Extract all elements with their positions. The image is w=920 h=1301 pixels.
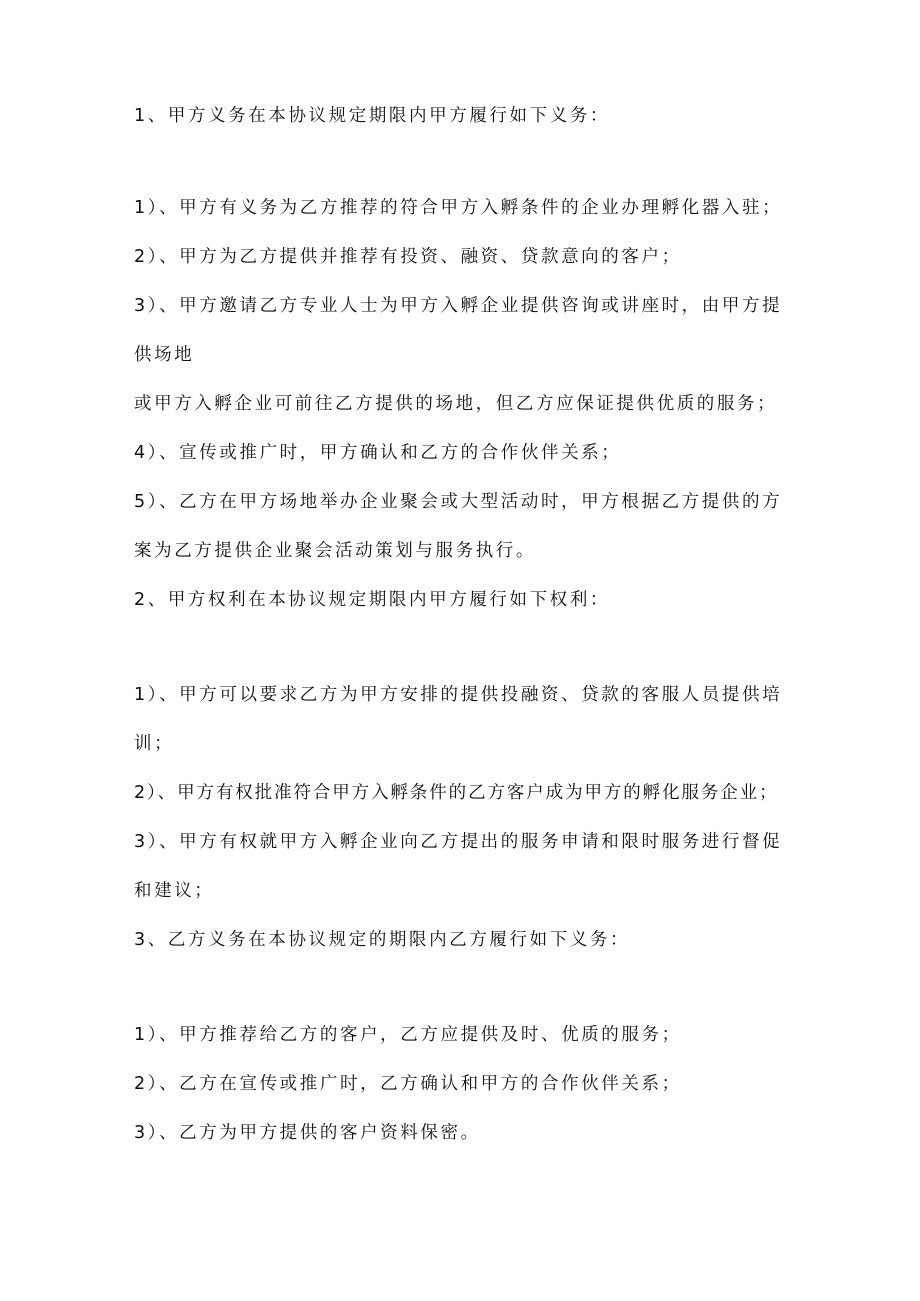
- section-1-heading: 1、甲方义务在本协议规定期限内甲方履行如下义务：: [134, 106, 611, 126]
- section-2-item-3: 3）、甲方有权就甲方入孵企业向乙方提出的服务申请和限时服务进行督促: [134, 832, 783, 852]
- section-2-item-3-cont: 和建议；: [134, 881, 215, 901]
- section-1-item-5-cont: 案为乙方提供企业聚会活动策划与服务执行。: [134, 541, 536, 561]
- section-1-item-2: 2）、甲方为乙方提供并推荐有投资、融资、贷款意向的客户；: [134, 247, 682, 267]
- section-3-item-3: 3）、乙方为甲方提供的客户资料保密。: [134, 1123, 481, 1143]
- section-1-item-3-cont2: 或甲方入孵企业可前往乙方提供的场地，但乙方应保证提供优质的服务；: [134, 394, 778, 414]
- section-1-item-1: 1）、甲方有义务为乙方推荐的符合甲方入孵条件的企业办理孵化器入驻；: [134, 198, 783, 218]
- section-3-item-2: 2）、乙方在宣传或推广时，乙方确认和甲方的合作伙伴关系；: [134, 1074, 682, 1094]
- section-2-item-1: 1）、甲方可以要求乙方为甲方安排的提供投融资、贷款的客服人员提供培: [134, 685, 783, 705]
- section-1-item-3: 3）、甲方邀请乙方专业人士为甲方入孵企业提供咨询或讲座时，由甲方提: [134, 296, 783, 316]
- section-2-item-1-cont: 训；: [134, 734, 175, 754]
- section-1-item-3-cont: 供场地: [134, 345, 195, 365]
- section-1-item-5: 5）、乙方在甲方场地举办企业聚会或大型活动时，甲方根据乙方提供的方: [134, 492, 783, 512]
- section-2-item-2: 2）、甲方有权批准符合甲方入孵条件的乙方客户成为甲方的孵化服务企业；: [134, 783, 779, 803]
- section-3-item-1: 1）、甲方推荐给乙方的客户，乙方应提供及时、优质的服务；: [134, 1025, 682, 1045]
- section-2-heading: 2、甲方权利在本协议规定期限内甲方履行如下权利：: [134, 590, 611, 610]
- section-3-heading: 3、乙方义务在本协议规定的期限内乙方履行如下义务：: [134, 930, 631, 950]
- section-1-item-4: 4）、宣传或推广时，甲方确认和乙方的合作伙伴关系；: [134, 443, 622, 463]
